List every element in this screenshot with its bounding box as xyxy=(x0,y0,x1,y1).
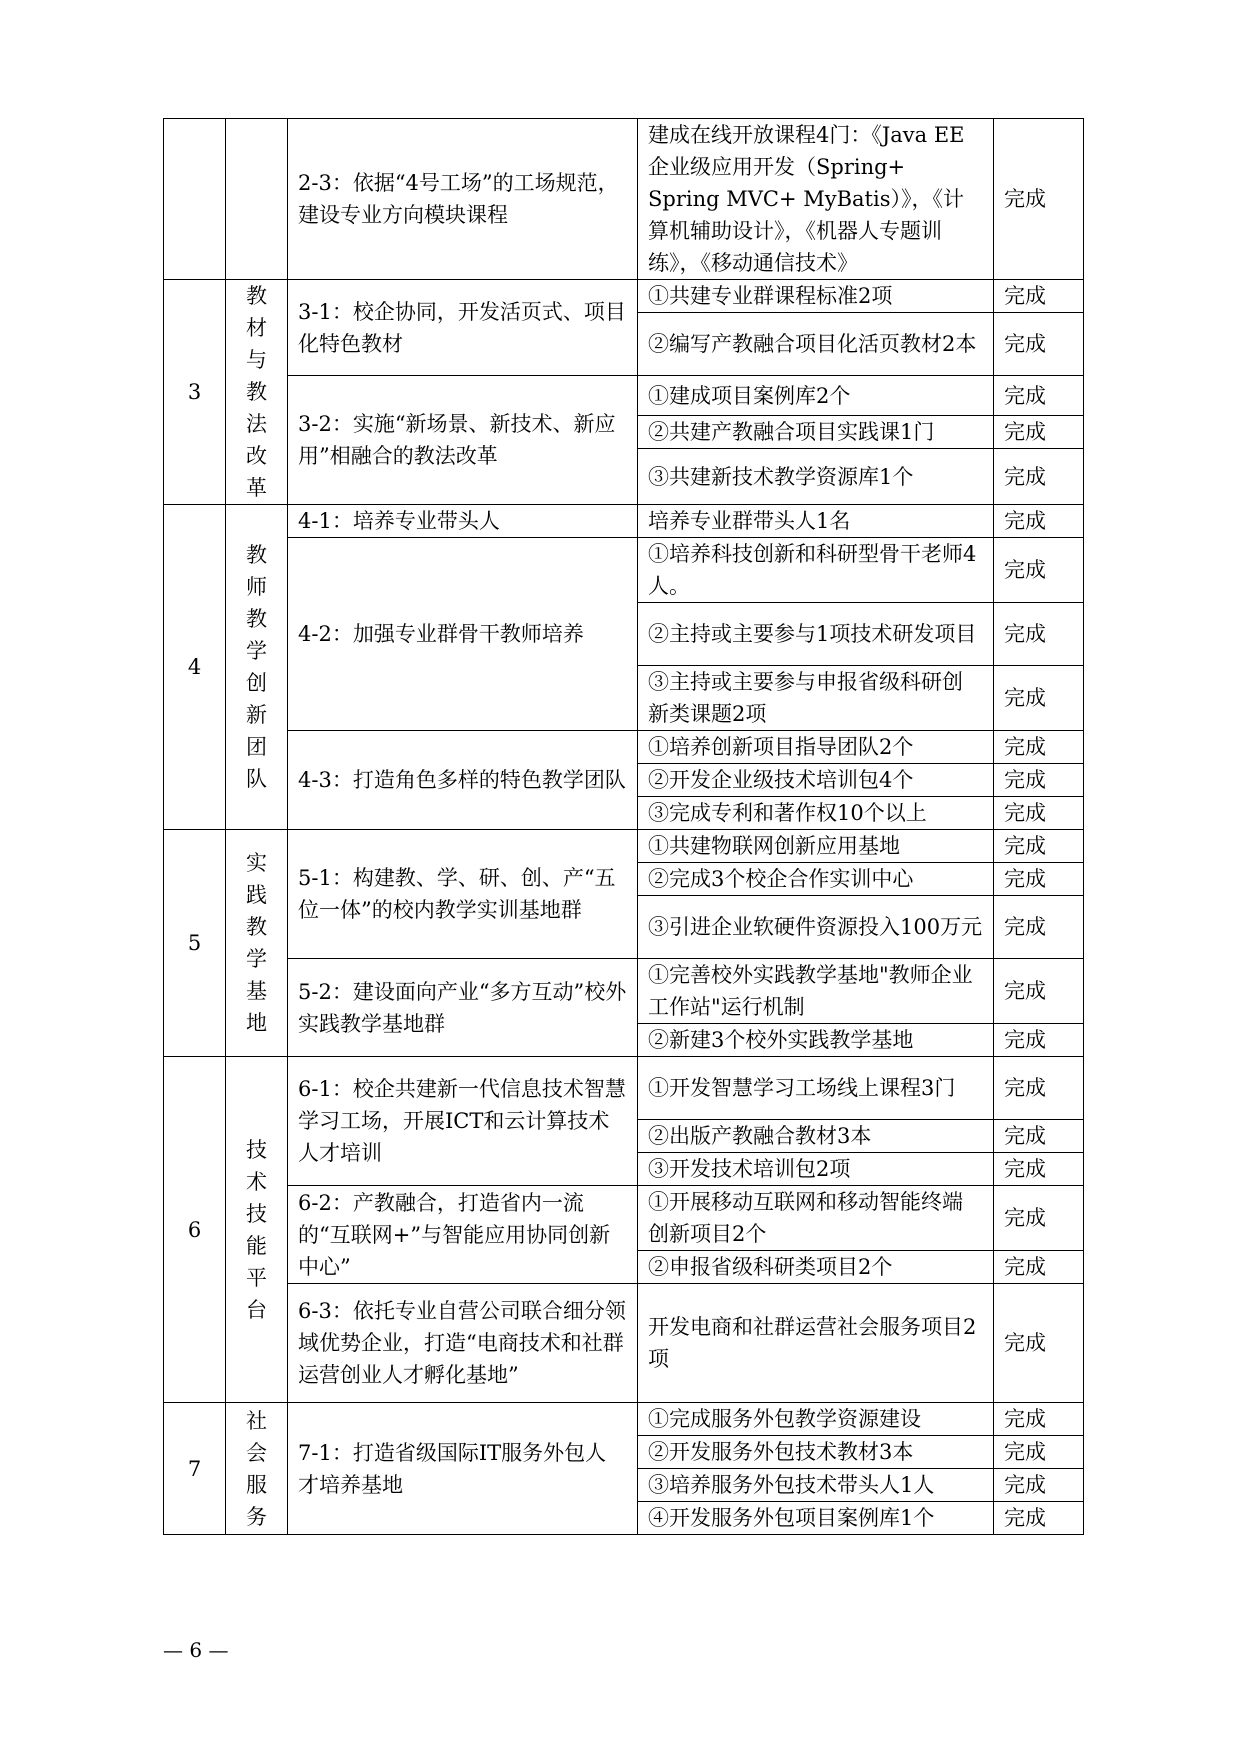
task-title: 4-3：打造角色多样的特色教学团队 xyxy=(288,731,638,830)
task-title: 3-1：校企协同，开发活页式、项目化特色教材 xyxy=(288,280,638,376)
task-item: 开发电商和社群运营社会服务项目2项 xyxy=(638,1284,994,1403)
section-number: 5 xyxy=(164,830,226,1057)
task-title: 4-2：加强专业群骨干教师培养 xyxy=(288,538,638,731)
task-item: ①共建专业群课程标准2项 xyxy=(638,280,994,313)
task-item: ④开发服务外包项目案例库1个 xyxy=(638,1502,994,1535)
task-item: ②出版产教融合教材3本 xyxy=(638,1120,994,1153)
task-item: ②申报省级科研类项目2个 xyxy=(638,1251,994,1284)
task-item: ①完成服务外包教学资源建设 xyxy=(638,1403,994,1436)
section-category xyxy=(226,119,288,280)
task-title: 3-2：实施“新场景、新技术、新应用”相融合的教法改革 xyxy=(288,376,638,505)
table-row xyxy=(164,1284,1084,1403)
task-item: ①开发智慧学习工场线上课程3门 xyxy=(638,1057,994,1120)
task-title: 4-1：培养专业带头人 xyxy=(288,505,638,538)
section-number: 4 xyxy=(164,505,226,830)
task-status: 完成 xyxy=(994,1403,1084,1436)
task-item: ②完成3个校企合作实训中心 xyxy=(638,863,994,896)
task-status: 完成 xyxy=(994,1153,1084,1186)
task-status: 完成 xyxy=(994,313,1084,376)
table-row xyxy=(164,1186,1084,1251)
task-item: ①培养创新项目指导团队2个 xyxy=(638,731,994,764)
task-status: 完成 xyxy=(994,1057,1084,1120)
task-status: 完成 xyxy=(994,1284,1084,1403)
task-title: 2-3：依据“4号工场”的工场规范，建设专业方向模块课程 xyxy=(288,119,638,280)
table-row xyxy=(164,119,1084,280)
table-row xyxy=(164,280,1084,313)
task-item: ①建成项目案例库2个 xyxy=(638,376,994,416)
section-category: 技术技能平台 xyxy=(226,1057,288,1403)
task-item: ③主持或主要参与申报省级科研创新类课题2项 xyxy=(638,666,994,731)
task-item: ②主持或主要参与1项技术研发项目 xyxy=(638,603,994,666)
table-row xyxy=(164,505,1084,538)
task-status: 完成 xyxy=(994,959,1084,1024)
task-item: ③培养服务外包技术带头人1人 xyxy=(638,1469,994,1502)
task-status: 完成 xyxy=(994,1436,1084,1469)
task-item: ①培养科技创新和科研型骨干老师4人。 xyxy=(638,538,994,603)
table-row xyxy=(164,538,1084,603)
task-table xyxy=(163,118,1084,1535)
task-item: ③引进企业软硬件资源投入100万元 xyxy=(638,896,994,959)
task-status: 完成 xyxy=(994,666,1084,731)
task-item: ②共建产教融合项目实践课1门 xyxy=(638,416,994,449)
task-item: ③共建新技术教学资源库1个 xyxy=(638,449,994,505)
task-item: ③开发技术培训包2项 xyxy=(638,1153,994,1186)
task-status: 完成 xyxy=(994,1186,1084,1251)
task-status: 完成 xyxy=(994,119,1084,280)
section-category: 社会服务 xyxy=(226,1403,288,1535)
task-item: 建成在线开放课程4门：《Java EE企业级应用开发（Spring+ Spring MVC+ MyBatis）》，《计算机辅助设计》，《机器人专题训练》，《移动通信技术》 xyxy=(638,119,994,280)
task-item: ②开发企业级技术培训包4个 xyxy=(638,764,994,797)
section-category: 教师教学创新团队 xyxy=(226,505,288,830)
task-title: 6-3：依托专业自营公司联合细分领域优势企业，打造“电商技术和社群运营创业人才孵化基地” xyxy=(288,1284,638,1403)
page-number: — 6 — xyxy=(163,1638,229,1662)
task-title: 7-1：打造省级国际IT服务外包人才培养基地 xyxy=(288,1403,638,1535)
task-item: ③完成专利和著作权10个以上 xyxy=(638,797,994,830)
task-status: 完成 xyxy=(994,376,1084,416)
task-item: ①完善校外实践教学基地"教师企业工作站"运行机制 xyxy=(638,959,994,1024)
section-category: 实践教学基地 xyxy=(226,830,288,1057)
section-number: 3 xyxy=(164,280,226,505)
table-row xyxy=(164,830,1084,863)
task-status: 完成 xyxy=(994,1024,1084,1057)
task-status: 完成 xyxy=(994,1251,1084,1284)
task-item: ②编写产教融合项目化活页教材2本 xyxy=(638,313,994,376)
task-status: 完成 xyxy=(994,1120,1084,1153)
table-row xyxy=(164,959,1084,1024)
task-status: 完成 xyxy=(994,280,1084,313)
task-status: 完成 xyxy=(994,449,1084,505)
section-number: 6 xyxy=(164,1057,226,1403)
task-status: 完成 xyxy=(994,896,1084,959)
task-status: 完成 xyxy=(994,764,1084,797)
section-number: 7 xyxy=(164,1403,226,1535)
task-title: 5-2：建设面向产业“多方互动”校外实践教学基地群 xyxy=(288,959,638,1057)
task-status: 完成 xyxy=(994,603,1084,666)
section-number xyxy=(164,119,226,280)
task-status: 完成 xyxy=(994,1469,1084,1502)
task-item: ①共建物联网创新应用基地 xyxy=(638,830,994,863)
task-item: ②新建3个校外实践教学基地 xyxy=(638,1024,994,1057)
task-title: 6-2：产教融合，打造省内一流的“互联网+”与智能应用协同创新中心” xyxy=(288,1186,638,1284)
task-status: 完成 xyxy=(994,863,1084,896)
task-status: 完成 xyxy=(994,505,1084,538)
task-item: ②开发服务外包技术教材3本 xyxy=(638,1436,994,1469)
task-status: 完成 xyxy=(994,731,1084,764)
table-row xyxy=(164,1403,1084,1436)
task-title: 5-1：构建教、学、研、创、产“五位一体”的校内教学实训基地群 xyxy=(288,830,638,959)
task-item: ①开展移动互联网和移动智能终端创新项目2个 xyxy=(638,1186,994,1251)
table-row xyxy=(164,731,1084,764)
task-status: 完成 xyxy=(994,538,1084,603)
table-row xyxy=(164,1057,1084,1120)
task-status: 完成 xyxy=(994,1502,1084,1535)
task-status: 完成 xyxy=(994,830,1084,863)
table-row xyxy=(164,376,1084,416)
section-category: 教材与教法改革 xyxy=(226,280,288,505)
task-status: 完成 xyxy=(994,416,1084,449)
task-title: 6-1：校企共建新一代信息技术智慧学习工场，开展ICT和云计算技术人才培训 xyxy=(288,1057,638,1186)
task-item: 培养专业群带头人1名 xyxy=(638,505,994,538)
task-status: 完成 xyxy=(994,797,1084,830)
